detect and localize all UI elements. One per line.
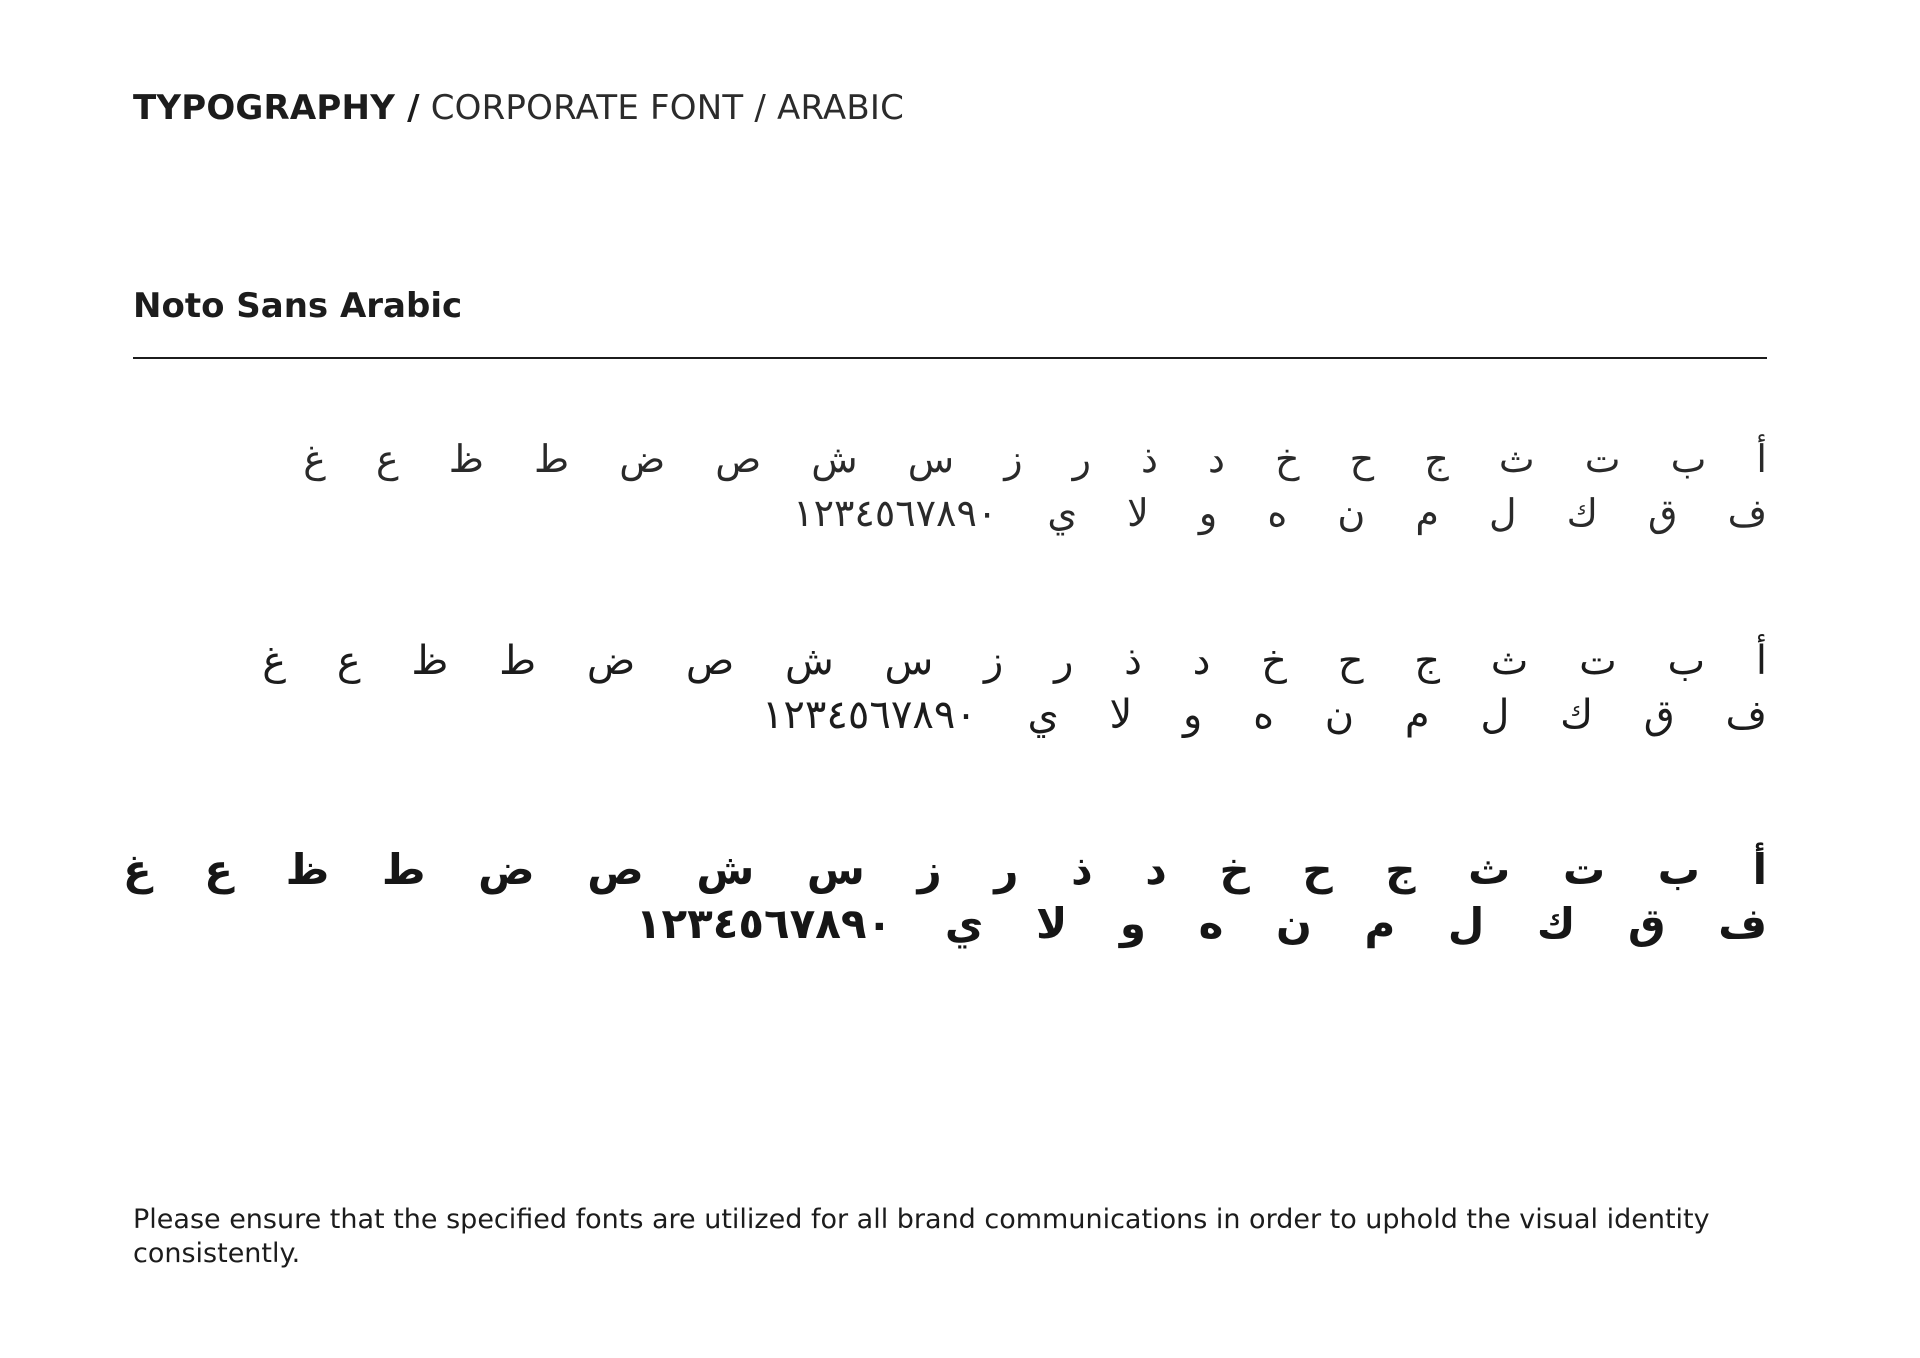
page-title-subsection: CORPORATE FONT / ARABIC xyxy=(430,88,905,128)
page-title-section: TYPOGRAPHY / xyxy=(133,88,420,128)
specimen-bold-row-1: أ ب ت ث ج ح خ د ذ ر ز س ش ص ض ط ظ ع غ xyxy=(122,845,1767,894)
specimen-regular-row-1: أ ب ت ث ج ح خ د ذ ر ز س ش ص ض ط ظ ع غ xyxy=(262,638,1767,684)
specimen-light-row-1: أ ب ت ث ج ح خ د ذ ر ز س ش ص ض ط ظ ع غ xyxy=(303,437,1767,481)
font-name-heading: Noto Sans Arabic xyxy=(133,286,463,326)
specimen-regular xyxy=(167,638,1767,749)
usage-note: Please ensure that the specified fonts are utilized for all brand communications in order to uphold the visual identity consistently. xyxy=(133,1204,1710,1269)
specimen-light-row-2: ف ق ك ل م ن ه و لا ي ١٢٣٤٥٦٧٨٩٠ xyxy=(793,491,1767,535)
section-divider xyxy=(133,357,1767,359)
specimen-bold-row-2: ف ق ك ل م ن ه و لا ي ١٢٣٤٥٦٧٨٩٠ xyxy=(635,899,1767,948)
specimen-bold xyxy=(122,845,1767,957)
page-title xyxy=(133,86,904,130)
specimen-regular-row-2: ف ق ك ل م ن ه و لا ي ١٢٣٤٥٦٧٨٩٠ xyxy=(761,692,1767,738)
specimen-light xyxy=(167,437,1767,548)
